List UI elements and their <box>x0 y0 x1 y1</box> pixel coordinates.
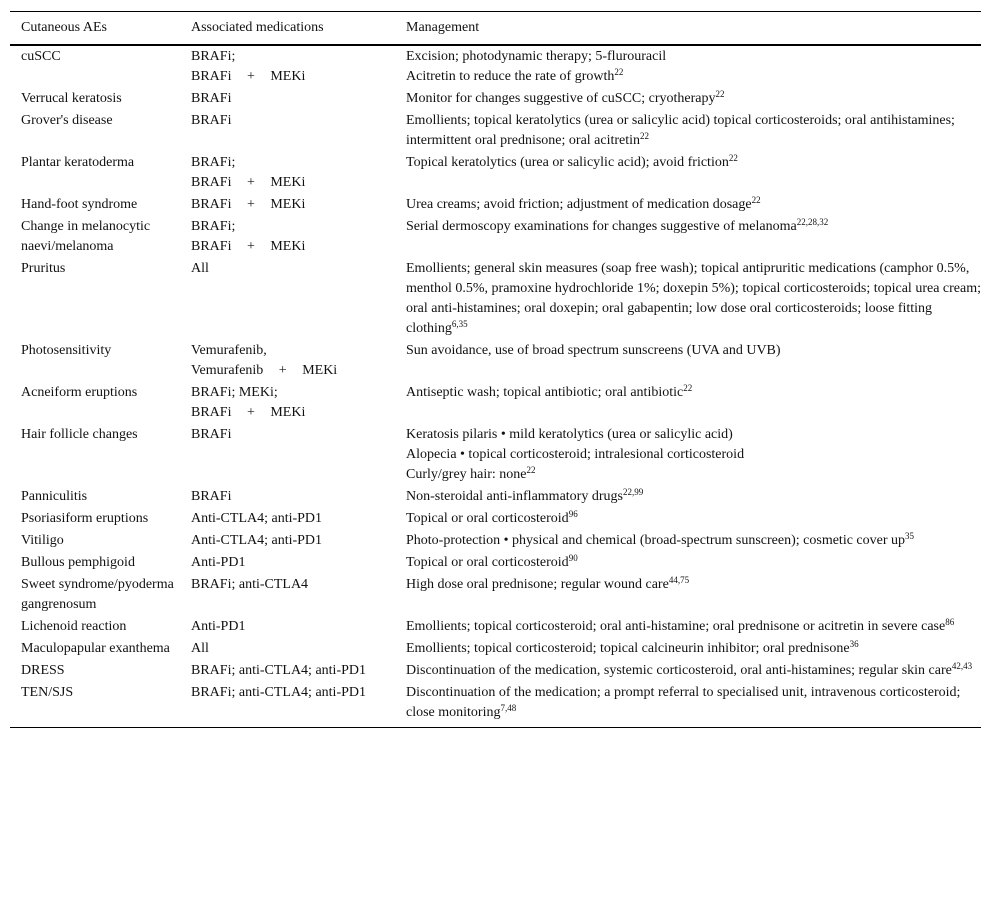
medication-line: BRAFi + MEKi <box>191 239 306 254</box>
table-row <box>10 152 981 194</box>
management-line <box>406 639 981 659</box>
table-row <box>10 258 981 340</box>
management-line <box>406 661 981 681</box>
medication-line: BRAFi <box>191 427 232 442</box>
table-row <box>10 88 981 110</box>
reference-superscript: 7,48 <box>500 703 517 713</box>
cell-management <box>395 530 981 552</box>
medication-line: BRAFi + MEKi <box>191 405 306 420</box>
cell-associated-medications <box>180 152 395 194</box>
management-text: Curly/grey hair: none <box>406 467 527 482</box>
cell-cutaneous-ae: Pruritus <box>21 261 66 276</box>
management-text: Urea creams; avoid friction; adjustment of medication dosage <box>406 197 752 212</box>
management-text: Topical or oral corticosteroid <box>406 511 569 526</box>
management-line <box>406 195 981 215</box>
reference-superscript: 22,99 <box>622 487 644 497</box>
cell-associated-medications <box>180 486 395 508</box>
cell-cutaneous-ae: Change in melanocytic naevi/melanoma <box>21 219 151 254</box>
cell-associated-medications <box>180 382 395 424</box>
cell-cutaneous-ae: Photosensitivity <box>21 343 112 358</box>
reference-superscript: 22 <box>683 383 693 393</box>
management-line <box>406 509 981 529</box>
adverse-events-table <box>10 11 981 728</box>
cell-associated-medications <box>180 530 395 552</box>
table-row <box>10 216 981 258</box>
medication-line: BRAFi; MEKi; <box>191 385 278 400</box>
cell-cutaneous-ae: Plantar keratoderma <box>21 155 135 170</box>
cell-cutaneous-ae: Lichenoid reaction <box>21 619 127 634</box>
cell-management <box>395 382 981 424</box>
cell-associated-medications <box>180 340 395 382</box>
cell-management <box>395 638 981 660</box>
management-text: Discontinuation of the medication; a prompt referral to specialised unit, intravenous corticosteroid; close monitoring <box>406 685 961 720</box>
management-text: Acitretin to reduce the rate of growth <box>406 69 615 84</box>
management-line <box>406 111 981 151</box>
management-text: Emollients; topical corticosteroid; topical calcineurin inhibitor; oral prednisone <box>406 641 850 656</box>
management-line <box>406 425 981 445</box>
cell-associated-medications <box>180 258 395 340</box>
table-row <box>10 616 981 638</box>
cell-cutaneous-ae: Hand-foot syndrome <box>21 197 138 212</box>
cell-management <box>395 152 981 194</box>
management-text: Discontinuation of the medication, systemic corticosteroid, oral anti-histamines; regular skin care <box>406 663 952 678</box>
management-text: Excision; photodynamic therapy; 5-flurouracil <box>406 49 667 64</box>
management-line <box>406 683 981 723</box>
reference-superscript: 22 <box>728 153 738 163</box>
table-row <box>10 552 981 574</box>
cell-cutaneous-ae: Maculopapular exanthema <box>21 641 170 656</box>
cell-management <box>395 216 981 258</box>
management-text: Monitor for changes suggestive of cuSCC; cryotherapy <box>406 91 716 106</box>
management-text: Alopecia • topical corticosteroid; intralesional corticosteroid <box>406 447 745 462</box>
table-row <box>10 110 981 152</box>
cell-management <box>395 660 981 682</box>
management-line <box>406 445 981 465</box>
cell-associated-medications <box>180 682 395 728</box>
management-line <box>406 47 981 67</box>
table-row <box>10 682 981 728</box>
management-line <box>406 259 981 339</box>
table-row <box>10 194 981 216</box>
cell-management <box>395 424 981 486</box>
management-line <box>406 89 981 109</box>
medication-line: All <box>191 261 209 276</box>
management-line <box>406 531 981 551</box>
cell-cutaneous-ae: Sweet syndrome/pyoderma gangrenosum <box>21 577 174 612</box>
medication-line: Anti-PD1 <box>191 555 246 570</box>
cell-cutaneous-ae: Grover's disease <box>21 113 113 128</box>
cell-management <box>395 194 981 216</box>
cell-associated-medications <box>180 216 395 258</box>
table-row <box>10 508 981 530</box>
table-row <box>10 638 981 660</box>
cell-associated-medications <box>180 638 395 660</box>
cell-management <box>395 508 981 530</box>
reference-superscript: 42,43 <box>951 661 973 671</box>
cell-cutaneous-ae: Panniculitis <box>21 489 88 504</box>
medication-line: Anti-PD1 <box>191 619 246 634</box>
header-cutaneous-aes: Cutaneous AEs <box>21 20 107 35</box>
management-text: Serial dermoscopy examinations for changes suggestive of melanoma <box>406 219 797 234</box>
medication-line: BRAFi; <box>191 49 236 64</box>
reference-superscript: 22 <box>614 67 624 77</box>
management-line <box>406 217 981 237</box>
management-line <box>406 465 981 485</box>
cell-cutaneous-ae: Acneiform eruptions <box>21 385 138 400</box>
medication-line: Vemurafenib + MEKi <box>191 363 338 378</box>
cell-management <box>395 616 981 638</box>
cell-associated-medications <box>180 508 395 530</box>
medication-line: BRAFi + MEKi <box>191 175 306 190</box>
cell-associated-medications <box>180 88 395 110</box>
cell-management <box>395 486 981 508</box>
cell-associated-medications <box>180 45 395 88</box>
medication-line: BRAFi + MEKi <box>191 69 306 84</box>
reference-superscript: 90 <box>568 553 578 563</box>
management-text: Emollients; topical corticosteroid; oral anti-histamine; oral prednisone or acitretin in severe case <box>406 619 946 634</box>
table-row <box>10 530 981 552</box>
cell-management <box>395 574 981 616</box>
management-text: Antiseptic wash; topical antibiotic; oral antibiotic <box>406 385 684 400</box>
management-text: Topical or oral corticosteroid <box>406 555 569 570</box>
table-row <box>10 424 981 486</box>
medication-line: BRAFi <box>191 91 232 106</box>
management-line <box>406 575 981 595</box>
medication-line: Anti-CTLA4; anti-PD1 <box>191 533 323 548</box>
cell-management <box>395 340 981 382</box>
cell-associated-medications <box>180 552 395 574</box>
cell-associated-medications <box>180 424 395 486</box>
cell-associated-medications <box>180 616 395 638</box>
cell-cutaneous-ae: Vitiligo <box>21 533 64 548</box>
medication-line: BRAFi; anti-CTLA4 <box>191 577 309 592</box>
management-text: Emollients; general skin measures (soap free wash); topical antipruritic medications (camphor 0.5%, menthol 0.5%, pramoxine hydrochloride 1%; doxepin 5%); topical corticosteroids; topical urea cream; oral anti-histamines; oral doxepin; oral gabapentin; low dose oral corticosteroids; loose fitting clothing <box>406 261 981 336</box>
cell-management <box>395 45 981 88</box>
management-text: Emollients; topical keratolytics (urea or salicylic acid) topical corticosteroids; oral antihistamines; intermittent oral prednisone; oral acitretin <box>406 113 955 148</box>
cell-associated-medications <box>180 660 395 682</box>
reference-superscript: 44,75 <box>668 575 690 585</box>
header-management: Management <box>406 20 480 35</box>
medication-line: Anti-CTLA4; anti-PD1 <box>191 511 323 526</box>
table-row <box>10 45 981 88</box>
table-body <box>10 45 981 728</box>
cell-management <box>395 682 981 728</box>
header-row <box>10 12 981 46</box>
cell-cutaneous-ae: Hair follicle changes <box>21 427 138 442</box>
management-line <box>406 487 981 507</box>
table-header <box>10 12 981 46</box>
management-line <box>406 553 981 573</box>
reference-superscript: 22 <box>751 195 761 205</box>
reference-superscript: 22 <box>640 131 650 141</box>
medication-line: BRAFi; anti-CTLA4; anti-PD1 <box>191 663 366 678</box>
reference-superscript: 36 <box>849 639 859 649</box>
medication-line: Vemurafenib, <box>191 343 267 358</box>
cell-cutaneous-ae: DRESS <box>21 663 65 678</box>
cell-management <box>395 88 981 110</box>
cell-associated-medications <box>180 194 395 216</box>
reference-superscript: 22,28,32 <box>796 217 829 227</box>
medication-line: BRAFi; <box>191 155 236 170</box>
reference-superscript: 22 <box>715 89 725 99</box>
cell-management <box>395 552 981 574</box>
header-associated-medications: Associated medications <box>191 20 324 35</box>
cell-management <box>395 110 981 152</box>
management-line <box>406 67 981 87</box>
management-line <box>406 341 981 361</box>
management-text: Sun avoidance, use of broad spectrum sunscreens (UVA and UVB) <box>406 343 781 358</box>
reference-superscript: 22 <box>526 465 536 475</box>
table-row <box>10 382 981 424</box>
management-text: High dose oral prednisone; regular wound care <box>406 577 669 592</box>
management-text: Photo-protection • physical and chemical (broad-spectrum sunscreen); cosmetic cover up <box>406 533 906 548</box>
cell-associated-medications <box>180 574 395 616</box>
medication-line: BRAFi; <box>191 219 236 234</box>
medication-line: BRAFi <box>191 113 232 128</box>
reference-superscript: 86 <box>945 617 955 627</box>
medication-line: BRAFi + MEKi <box>191 197 306 212</box>
management-text: Non-steroidal anti-inflammatory drugs <box>406 489 623 504</box>
table-row <box>10 340 981 382</box>
cell-cutaneous-ae: Psoriasiform eruptions <box>21 511 149 526</box>
cell-cutaneous-ae: TEN/SJS <box>21 685 74 700</box>
management-line <box>406 153 981 173</box>
cell-associated-medications <box>180 110 395 152</box>
medication-line: BRAFi <box>191 489 232 504</box>
table-row <box>10 486 981 508</box>
cell-cutaneous-ae: Bullous pemphigoid <box>21 555 135 570</box>
management-line <box>406 383 981 403</box>
medication-line: BRAFi; anti-CTLA4; anti-PD1 <box>191 685 366 700</box>
table-row <box>10 660 981 682</box>
management-line <box>406 617 981 637</box>
reference-superscript: 6,35 <box>451 319 468 329</box>
reference-superscript: 35 <box>905 531 915 541</box>
medication-line: All <box>191 641 209 656</box>
management-text: Keratosis pilaris • mild keratolytics (urea or salicylic acid) <box>406 427 733 442</box>
table-row <box>10 574 981 616</box>
cell-management <box>395 258 981 340</box>
cell-cutaneous-ae: cuSCC <box>21 49 61 64</box>
cell-cutaneous-ae: Verrucal keratosis <box>21 91 122 106</box>
management-text: Topical keratolytics (urea or salicylic acid); avoid friction <box>406 155 729 170</box>
reference-superscript: 96 <box>568 509 578 519</box>
